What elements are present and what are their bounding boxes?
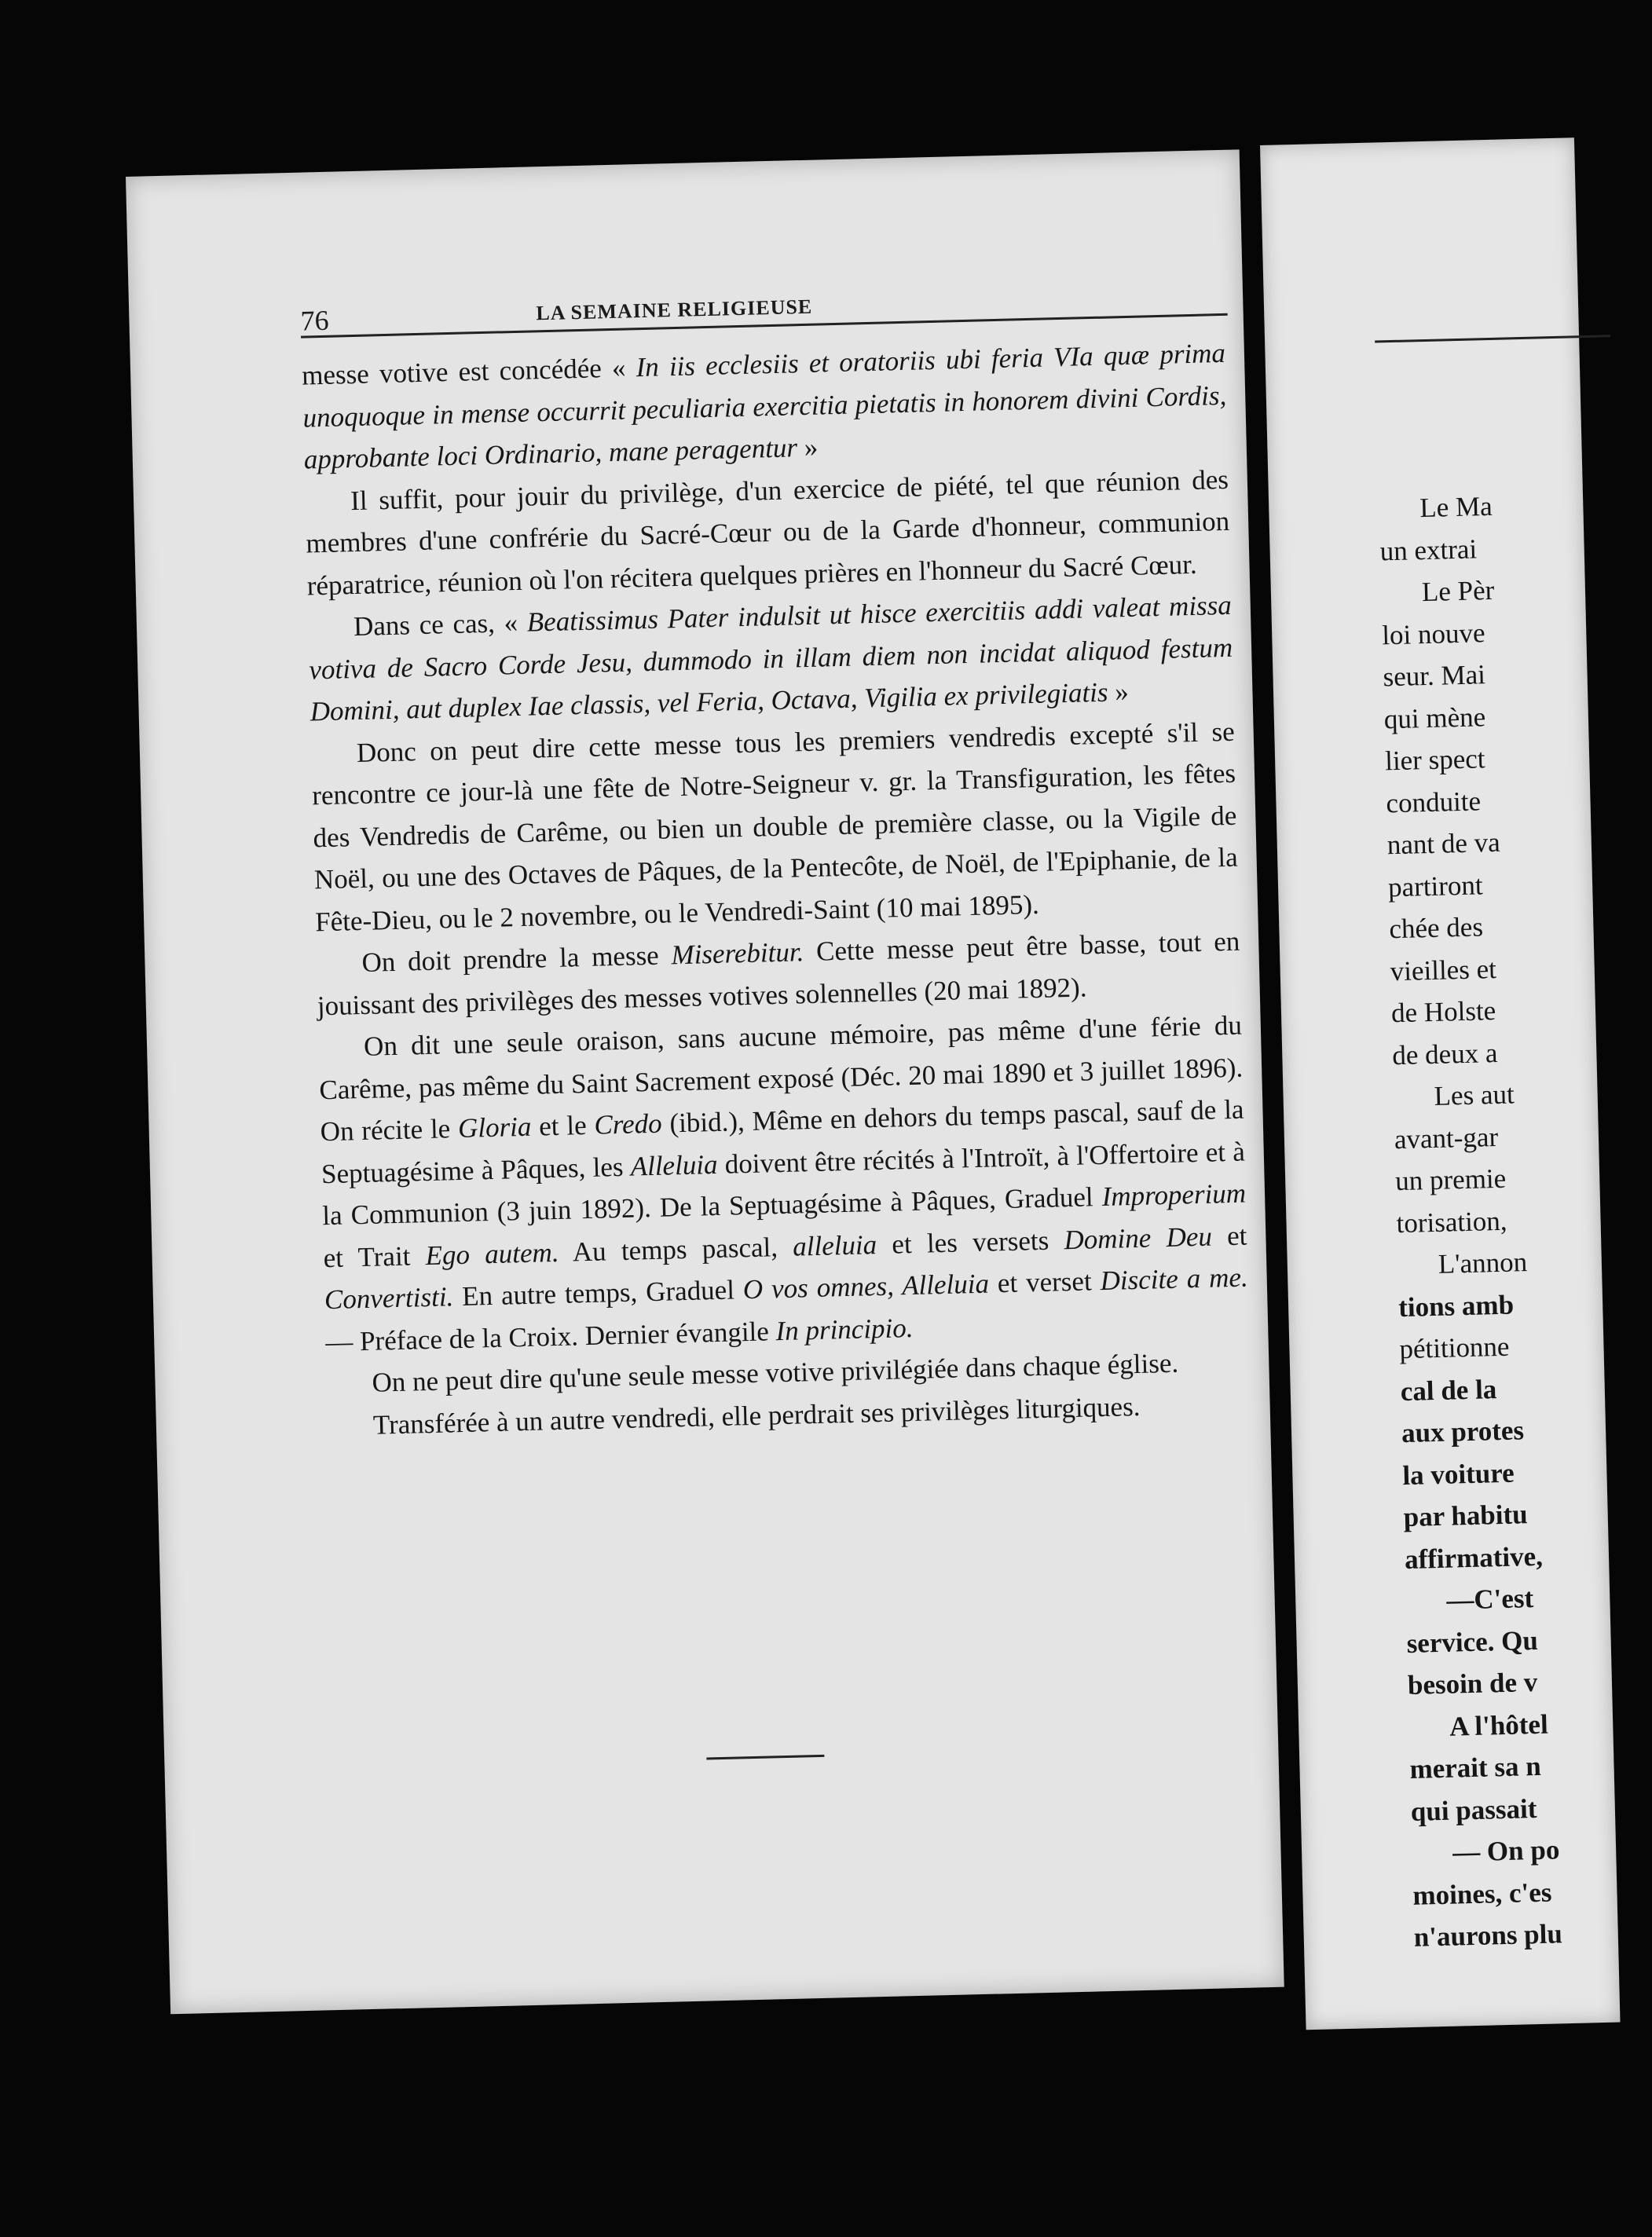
text-run: et Trait [323, 1239, 427, 1273]
right-page-line: n'aurons plu [1413, 1918, 1563, 1953]
right-page-text [1379, 482, 1650, 1958]
right-page-line: besoin de v [1407, 1666, 1538, 1701]
right-page-line: merait sa n [1409, 1750, 1542, 1785]
text-run: Dans ce cas, « [353, 606, 528, 643]
right-page-line: conduite [1386, 785, 1482, 818]
paragraph [302, 332, 1229, 481]
right-page-line: tions amb [1397, 1289, 1515, 1323]
text-run: On dit une seule oraison, sans aucune mémoire, pas même d'une férie du Carême, pas même du Saint Sacrement exposé (Déc. 20 mai 1890 et 3 juillet 1896). On récite le [318, 1009, 1244, 1148]
paragraph [305, 458, 1232, 606]
right-page-line: qui passait [1410, 1792, 1537, 1827]
right-page-line: L'annon [1438, 1247, 1528, 1280]
right-page-line: Le Ma [1419, 490, 1493, 524]
text-run: Cette messe peut être basse, tout en jouissant des privilèges des messes votives solennelles (20 mai 1892). [317, 925, 1240, 1021]
paragraph [310, 710, 1239, 943]
paragraph [307, 584, 1234, 733]
right-page-line: Les aut [1434, 1078, 1515, 1111]
text-run: (ibid.), Même en dehors du temps pascal, sauf de la Septuagésime à Pâques, les [321, 1093, 1244, 1189]
page-header [300, 282, 1228, 339]
italic-text: Alleluia [630, 1148, 718, 1182]
text-run: » [1108, 676, 1130, 708]
right-page-line: de deux a [1391, 1037, 1498, 1071]
end-rule [706, 1755, 824, 1760]
right-page-header-rule [1375, 335, 1610, 342]
text-run: et les versets [876, 1224, 1064, 1260]
right-page-line: pétitionne [1399, 1331, 1510, 1365]
right-page-line: nant de va [1386, 826, 1501, 861]
text-run: Au temps pascal, [559, 1231, 793, 1268]
right-page-line: seur. Mai [1383, 659, 1486, 693]
right-page-line: avant-gar [1394, 1121, 1499, 1155]
right-page-line: chée des [1388, 911, 1484, 945]
right-page [1260, 137, 1621, 2030]
running-title: LA SEMAINE RELIGIEUSE [536, 295, 813, 325]
right-page-line: torisation, [1396, 1205, 1507, 1239]
italic-text: O vos omnes, Alleluia [742, 1268, 990, 1305]
right-page-line: —C'est [1445, 1583, 1534, 1616]
italic-text: In iis ecclesiis et oratoriis ubi feria VIa quæ prima unoquoque in mense occurrit peculiaria exercitia pietatis in honorem divini Cordis, approbante loci Ordinario, mane peragentur [302, 337, 1227, 475]
right-page-line: la voiture [1401, 1457, 1515, 1491]
right-page-line: affirmative, [1404, 1540, 1544, 1575]
italic-text: alleluia [792, 1228, 877, 1262]
italic-text: Ego autem. [425, 1236, 560, 1271]
right-page-line: Le Pèr [1421, 574, 1495, 608]
text-run: » [797, 431, 819, 463]
right-page-line: qui mène [1383, 701, 1486, 734]
italic-text: Credo [593, 1108, 663, 1140]
right-page-line: cal de la [1400, 1373, 1497, 1407]
text-run: et le [530, 1109, 595, 1142]
text-run: On doit prendre la messe [361, 939, 672, 978]
text-run: — Préface de la Croix. Dernier évangile [324, 1315, 776, 1357]
italic-text: Discite a me. [1100, 1261, 1249, 1297]
text-run: messe votive est concédée « [301, 352, 637, 391]
italic-text: Miserebitur. [671, 936, 804, 971]
right-page-line: service. Qu [1406, 1624, 1539, 1659]
italic-text: Improperium [1101, 1177, 1247, 1213]
left-page [126, 149, 1284, 2014]
right-page-line: aux protes [1401, 1415, 1525, 1449]
text-run: et verset [988, 1265, 1101, 1299]
body-text [302, 332, 1252, 1447]
italic-text: Convertisti. [324, 1281, 454, 1316]
text-run: Transférée à un autre vendredi, elle perdrait ses privilèges liturgiques. [372, 1390, 1141, 1441]
right-page-line: loi nouve [1381, 617, 1485, 650]
text-run: Donc on peut dire cette messe tous les premiers vendredis excepté s'il se rencontre ce jour-là une fête de Notre-Seigneur v. gr. la Transfiguration, les fêtes des Vendredis de Carême, ou bien un double de première classe, ou la Vigile de Noël, ou une des Octaves de Pâques, de la Pentecôte, de Noël, de l'Epiphanie, de la Fête-Dieu, ou le 2 novembre, ou le Vendredi-Saint (10 mai 1895). [311, 716, 1239, 937]
right-page-line: un extrai [1379, 533, 1478, 566]
text-run: En autre temps, Graduel [452, 1274, 744, 1313]
right-page-line: partiront [1387, 869, 1484, 902]
italic-text: Domine Deu [1064, 1221, 1213, 1255]
text-run: doivent être récités à l'Introït, à l'Offertoire et à la Communion (3 juin 1892). De la Septuagésime à Pâques, Graduel [321, 1136, 1246, 1232]
right-page-line: lier spect [1384, 743, 1485, 777]
italic-text: Beatissimus Pater indulsit ut hisce exercitiis addi valeat missa votiva de Sacro Corde Jesu, dummodo in illam diem non incidat aliquod festum Domini, aut duplex Iae classis, vel Feria, Octava, Vigilia ex privilegiatis [308, 589, 1233, 727]
page-number: 76 [300, 304, 330, 337]
right-page-line: un premie [1394, 1162, 1507, 1197]
right-page-line: moines, c'es [1412, 1876, 1552, 1911]
right-page-line: — On po [1452, 1834, 1560, 1868]
italic-text: In principio. [775, 1312, 914, 1346]
text-run: On ne peut dire qu'une seule messe votive privilégiée dans chaque église. [372, 1347, 1179, 1398]
right-page-line: vieilles et [1390, 953, 1497, 987]
paragraph [318, 1005, 1250, 1364]
text-run: et [1211, 1220, 1247, 1252]
right-page-line: de Holste [1390, 995, 1496, 1029]
right-page-line: par habitu [1403, 1499, 1529, 1533]
right-page-line: A l'hôtel [1449, 1708, 1549, 1742]
italic-text: Gloria [457, 1111, 532, 1144]
text-run: Il suffit, pour jouir du privilège, d'un exercice de piété, tel que réunion des membres d'une confrérie du Sacré-Cœur ou de la Garde d'honneur, communion réparatrice, réunion où l'on récitera quelques prières en l'honneur du Sacré Cœur. [306, 463, 1230, 602]
